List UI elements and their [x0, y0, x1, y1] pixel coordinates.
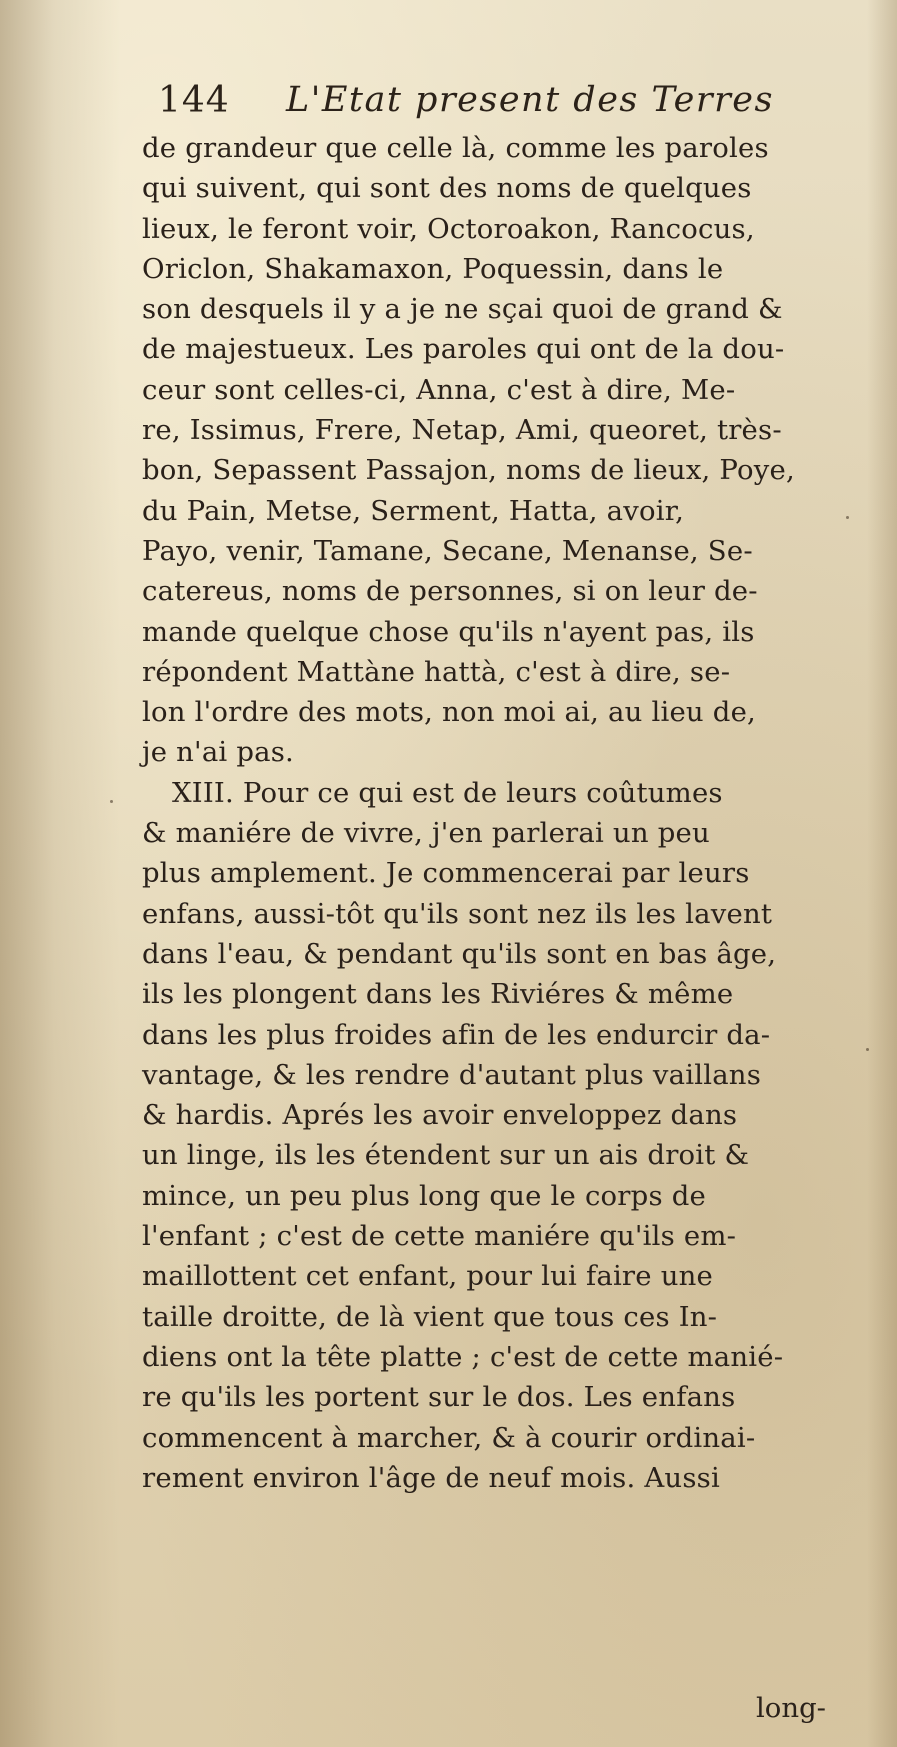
text-line: de grandeur que celle là, comme les paroles: [142, 132, 769, 164]
text-line: & maniére de vivre, j'en parlerai un peu: [142, 817, 710, 850]
text-line: plus amplement. Je commencerai par leurs: [142, 857, 750, 890]
page-number: 144: [158, 80, 230, 121]
text-line: maillottent cet enfant, pour lui faire une: [142, 1260, 713, 1293]
ink-speck: [846, 516, 849, 519]
text-line: commencent à marcher, & à courir ordinai-: [142, 1421, 756, 1454]
text-line: Oriclon, Shakamaxon, Poquessin, dans le: [142, 252, 724, 285]
text-line: mande quelque chose qu'ils n'ayent pas, ils: [142, 615, 755, 648]
text-line: bon, Sepassent Passajon, noms de lieux, Poye,: [142, 454, 795, 487]
running-head: [158, 80, 798, 130]
text-line: & hardis. Aprés les avoir enveloppez dans: [142, 1099, 738, 1132]
text-line: je n'ai pas.: [142, 736, 294, 769]
text-line: son desquels il y a je ne sçai quoi de grand &: [142, 293, 783, 326]
text-line: mince, un peu plus long que le corps de: [142, 1179, 706, 1212]
text-line: répondent Mattàne hattà, c'est à dire, se-: [142, 655, 731, 688]
catchword: long-: [756, 1692, 826, 1724]
text-line: taille droitte, de là vient que tous ces In-: [142, 1300, 718, 1333]
text-line: lon l'ordre des mots, non moi ai, au lieu de,: [142, 696, 756, 729]
text-line: vantage, & les rendre d'autant plus vaillans: [142, 1058, 762, 1091]
section-heading-line: XIII. Pour ce qui est de leurs coûtumes: [172, 776, 723, 809]
text-line: re, Issimus, Frere, Netap, Ami, queoret, très-: [142, 414, 782, 447]
text-line: rement environ l'âge de neuf mois. Aussi: [142, 1461, 720, 1494]
text-line: lieux, le feront voir, Octoroakon, Rancocus,: [142, 212, 755, 245]
text-line: diens ont la tête platte ; c'est de cette manié-: [142, 1340, 784, 1373]
text-line: ils les plongent dans les Riviéres & même: [142, 978, 734, 1011]
text-line: dans l'eau, & pendant qu'ils sont en bas âge,: [142, 937, 777, 970]
text-line: du Pain, Metse, Serment, Hatta, avoir,: [142, 494, 685, 527]
text-line: Payo, venir, Tamane, Secane, Menanse, Se-: [142, 534, 753, 567]
text-line: re qu'ils les portent sur le dos. Les enfans: [142, 1381, 736, 1414]
ink-speck: [110, 800, 113, 803]
text-line: un linge, ils les étendent sur un ais droit &: [142, 1139, 750, 1172]
ink-speck: [866, 1048, 869, 1051]
running-title: L'Etat present des Terres: [286, 80, 774, 120]
gutter-shadow: [0, 0, 120, 1747]
text-line: l'enfant ; c'est de cette maniére qu'ils em-: [142, 1220, 737, 1253]
text-line: de majestueux. Les paroles qui ont de la dou-: [142, 333, 785, 366]
text-line: ceur sont celles-ci, Anna, c'est à dire, Me-: [142, 373, 736, 406]
text-line: qui suivent, qui sont des noms de quelques: [142, 172, 752, 205]
page-edge-shadow: [867, 0, 897, 1747]
text-line: enfans, aussi-tôt qu'ils sont nez ils les lavent: [142, 897, 773, 930]
text-line: dans les plus froides afin de les endurcir da-: [142, 1018, 771, 1051]
body-text: [142, 128, 862, 1498]
text-line: catereus, noms de personnes, si on leur de-: [142, 575, 758, 608]
